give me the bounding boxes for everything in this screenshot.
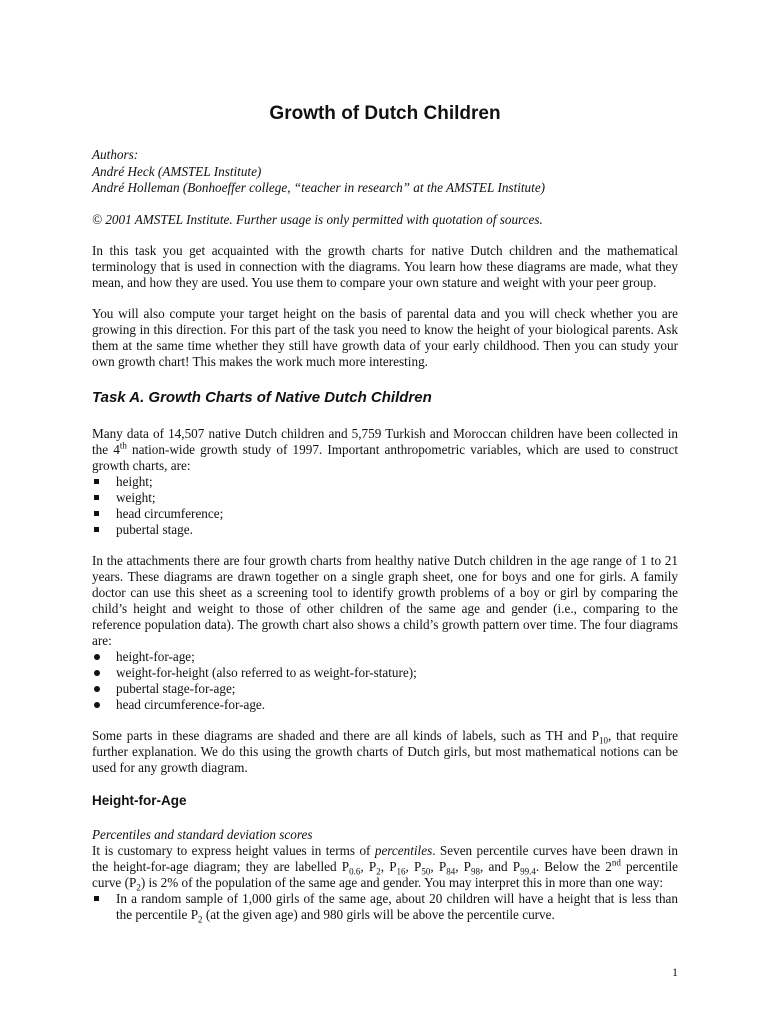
author-1: André Heck (AMSTEL Institute) <box>92 163 262 179</box>
text-run: Many data of 14,507 native Dutch children and 5,759 Turkish and Moroccan children have been collected in the 4 <box>92 426 678 457</box>
list-item <box>92 506 678 522</box>
task-a-heading: Task A. Growth Charts of Native Dutch Children <box>92 389 432 406</box>
emphasis: percentiles <box>374 843 433 858</box>
subscript: 0.6 <box>349 866 361 877</box>
subscript: 2 <box>136 882 141 893</box>
text-run: , P <box>360 859 377 874</box>
intro-paragraph-1: In this task you get acquainted with the growth charts for native Dutch children and the mathematical terminology that is used in connection with the diagrams. You learn how these diagrams are made, what they mean, and how they are used. You use them to compare your own stature and weight with your peer group. <box>92 243 678 290</box>
superscript: th <box>119 440 127 451</box>
text-run: . Below the 2 <box>535 859 612 874</box>
text-run: , P <box>455 859 472 874</box>
text-run: , P <box>405 859 422 874</box>
subscript: 2 <box>198 914 203 925</box>
round-bullet-icon <box>94 654 100 660</box>
text-run: , and P <box>480 859 521 874</box>
intro-paragraph-2: You will also compute your target height on the basis of parental data and you will check whether you are growing in this direction. For this part of the task you need to know the height of your biological parents. Ask them at the same time whether they still have growth data of your early childhood. Then you can study your own growth chart! This makes the work much more interesting. <box>92 306 678 369</box>
subscript: 98 <box>471 866 481 877</box>
subscript: 10 <box>599 735 609 746</box>
subscript: 99.4 <box>520 866 536 877</box>
subscript: 16 <box>396 866 406 877</box>
square-bullet-icon <box>94 511 99 516</box>
text-run: Some parts in these diagrams are shaded and there are all kinds of labels, such as TH and P <box>92 728 600 743</box>
text-run: nation-wide growth study of 1997. Important anthropometric variables, which are used to construct growth charts, are: <box>92 442 678 473</box>
task-a-paragraph-3 <box>92 728 678 776</box>
square-bullet-icon <box>94 479 99 484</box>
document-title: Growth of Dutch Children <box>269 103 501 124</box>
text-run: It is customary to express height values in terms of <box>92 843 375 858</box>
text-run: percentile curve (P <box>92 859 678 890</box>
task-a-paragraph-1 <box>92 426 678 474</box>
list-item <box>92 490 678 506</box>
interpretation-list <box>92 891 678 923</box>
round-bullet-icon <box>94 686 100 692</box>
subscript: 2 <box>376 866 381 877</box>
list-item <box>92 522 678 538</box>
text-run: . Seven percentile curves have been drawn in the height-for-age diagram; they are labelled P <box>92 843 678 874</box>
text-run: In a random sample of 1,000 girls of the same age, about 20 children will have a height that is less than the percentile P <box>116 891 678 922</box>
text-run: ) is 2% of the population of the same age and gender. You may interpret this in more than one way: <box>140 875 664 890</box>
author-2: André Holleman (Bonhoeffer college, “teacher in research” at the AMSTEL Institute) <box>92 180 546 195</box>
superscript: nd <box>611 857 621 868</box>
subscript: 50 <box>421 866 431 877</box>
list-item <box>92 474 678 490</box>
list-item-text: weight-for-height (also referred to as weight-for-stature); <box>116 665 417 680</box>
list-item <box>92 891 678 923</box>
task-a-paragraph-2: In the attachments there are four growth charts from healthy native Dutch children in the age range of 1 to 21 years. These diagrams are drawn together on a single graph sheet, one for boys and one for girls. A family doctor can use this sheet as a screening tool to identify growth problems of a boy or girl by comparing the child’s height and weight to those of other children of the same age and gender (i.e., comparing to the reference population data). The growth chart also shows a child’s growth pattern over time. The four diagrams are: <box>92 553 678 648</box>
text-run: (at the given age) and 980 girls will be above the percentile curve. <box>202 907 555 922</box>
page-number: 1 <box>672 965 678 979</box>
list-item-text: head circumference; <box>116 506 224 521</box>
list-item-text: weight; <box>116 490 156 505</box>
text-run: , P <box>430 859 447 874</box>
round-bullet-icon <box>94 702 100 708</box>
list-item <box>92 681 678 697</box>
list-item-text: head circumference-for-age. <box>116 697 266 712</box>
percentiles-paragraph <box>92 843 678 891</box>
square-bullet-icon <box>94 527 99 532</box>
round-bullet-icon <box>94 670 100 676</box>
list-item-text: height; <box>116 474 153 489</box>
copyright-notice: © 2001 AMSTEL Institute. Further usage is only permitted with quotation of sources. <box>92 211 543 227</box>
square-bullet-icon <box>94 896 99 901</box>
list-item-text: height-for-age; <box>116 649 195 664</box>
diagrams-list <box>92 649 678 713</box>
list-item <box>92 697 678 713</box>
authors-block <box>92 147 678 197</box>
list-item-text: pubertal stage. <box>116 522 193 537</box>
text-run: , that require further explanation. We do this using the growth charts of Dutch girls, but most mathematical notions can be used for any growth diagram. <box>92 728 678 775</box>
height-for-age-heading: Height-for-Age <box>92 793 187 808</box>
variables-list <box>92 474 678 538</box>
list-item <box>92 665 678 681</box>
square-bullet-icon <box>94 495 99 500</box>
percentiles-subheading: Percentiles and standard deviation scores <box>92 827 313 842</box>
list-item-text: pubertal stage-for-age; <box>116 681 236 696</box>
list-item <box>92 649 678 665</box>
authors-label: Authors: <box>92 147 139 162</box>
text-run: , P <box>380 859 397 874</box>
subscript: 84 <box>446 866 456 877</box>
